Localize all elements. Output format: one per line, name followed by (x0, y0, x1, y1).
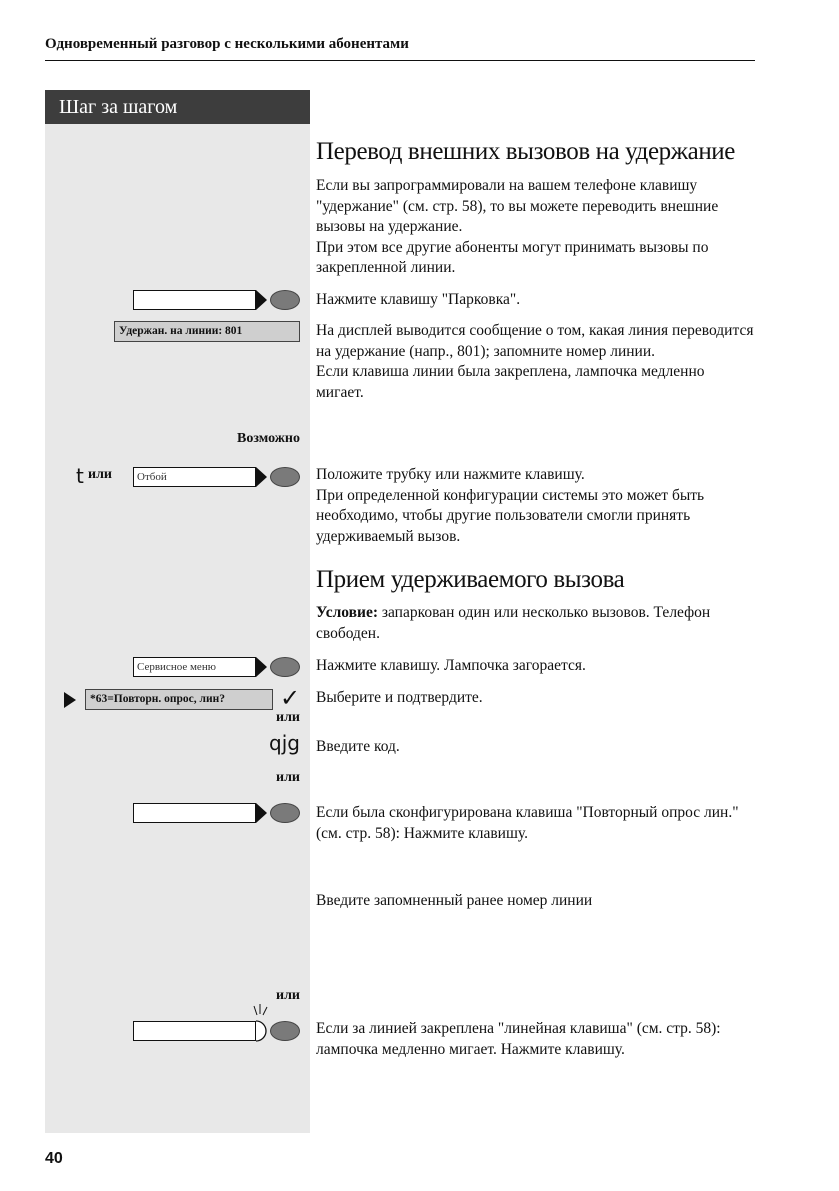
line-key[interactable] (133, 1021, 256, 1041)
running-header: Одновременный разговор с несколькими абонентами (45, 36, 409, 52)
handset-hangup-icon: t (76, 464, 84, 488)
sidebar-title: Шаг за шагом (45, 90, 310, 124)
flashing-lamp-icon (246, 1004, 270, 1042)
condition-body: запаркован один или несколько вызовов. Телефон свободен. (316, 604, 711, 642)
step-service-text: Нажмите клавишу. Лампочка загорается. (316, 657, 586, 674)
confirm-check-icon[interactable]: ✓ (280, 684, 301, 712)
key-cap-icon (256, 467, 267, 487)
menu-arrow-icon (64, 692, 76, 708)
condition-label: Условие: (316, 604, 378, 621)
step-enter-line-text: Введите запомненный ранее номер линии (316, 892, 593, 909)
label-or: или (276, 770, 300, 785)
step-park-text: Нажмите клавишу "Парковка". (316, 291, 521, 308)
park-key[interactable] (133, 290, 256, 310)
step-code-text: Введите код. (316, 738, 400, 755)
label-or-inline: или (88, 467, 112, 482)
section-title-hold: Перевод внешних вызовов на удержание (316, 138, 735, 165)
display-menu-item[interactable]: *63=Повторн. опрос, лин? (85, 689, 273, 710)
step-select-text: Выберите и подтвердите. (316, 689, 483, 706)
label-possible: Возможно (237, 431, 300, 446)
label-or: или (276, 988, 300, 1003)
key-cap-icon (256, 657, 267, 677)
hold-intro-text: Если вы запрограммировали на вашем телефоне клавишу "удержание" (см. стр. 58), то вы можете переводить внешние вызовы на удержание. При этом все другие абоненты могут принимать вызовы по закрепленной линии. (316, 177, 719, 276)
condition-text (316, 603, 756, 644)
led-lamp-icon (270, 467, 300, 487)
display-hold-line: Удержан. на линии: 801 (114, 321, 300, 342)
step-hangup-text: Положите трубку или нажмите клавишу. При определенной конфигурации системы это может быть необходимо, чтобы другие пользователи смогли принять удерживаемый вызов. (316, 466, 705, 545)
key-cap-icon (256, 290, 267, 310)
led-lamp-icon (270, 1021, 300, 1041)
line-recall-key[interactable] (133, 803, 256, 823)
led-lamp-icon (270, 803, 300, 823)
step-key-configured-text: Если была сконфигурирована клавиша "Повторный опрос лин." (см. стр. 58): Нажмите клавишу. (316, 804, 739, 842)
step-display-text: На дисплей выводится сообщение о том, какая линия переводится на удержание (напр., 801); запомните номер линии. Если клавиша линии была закреплена, лампочка медленно мигает. (316, 322, 754, 401)
header-rule (45, 60, 755, 61)
label-or: или (276, 710, 300, 725)
led-lamp-icon (270, 290, 300, 310)
section-title-retrieve: Прием удерживаемого вызова (316, 566, 625, 593)
key-cap-icon (256, 803, 267, 823)
page-number: 40 (45, 1150, 63, 1167)
step-line-key-text: Если за линией закреплена "линейная клавиша" (см. стр. 58): лампочка медленно мигает. Нажмите клавишу. (316, 1020, 721, 1058)
step-sidebar (45, 90, 310, 1133)
service-menu-key[interactable]: Сервисное меню (133, 657, 256, 677)
led-lamp-icon (270, 657, 300, 677)
keypad-code-icon: qjg (269, 731, 300, 755)
release-key[interactable]: Отбой (133, 467, 256, 487)
